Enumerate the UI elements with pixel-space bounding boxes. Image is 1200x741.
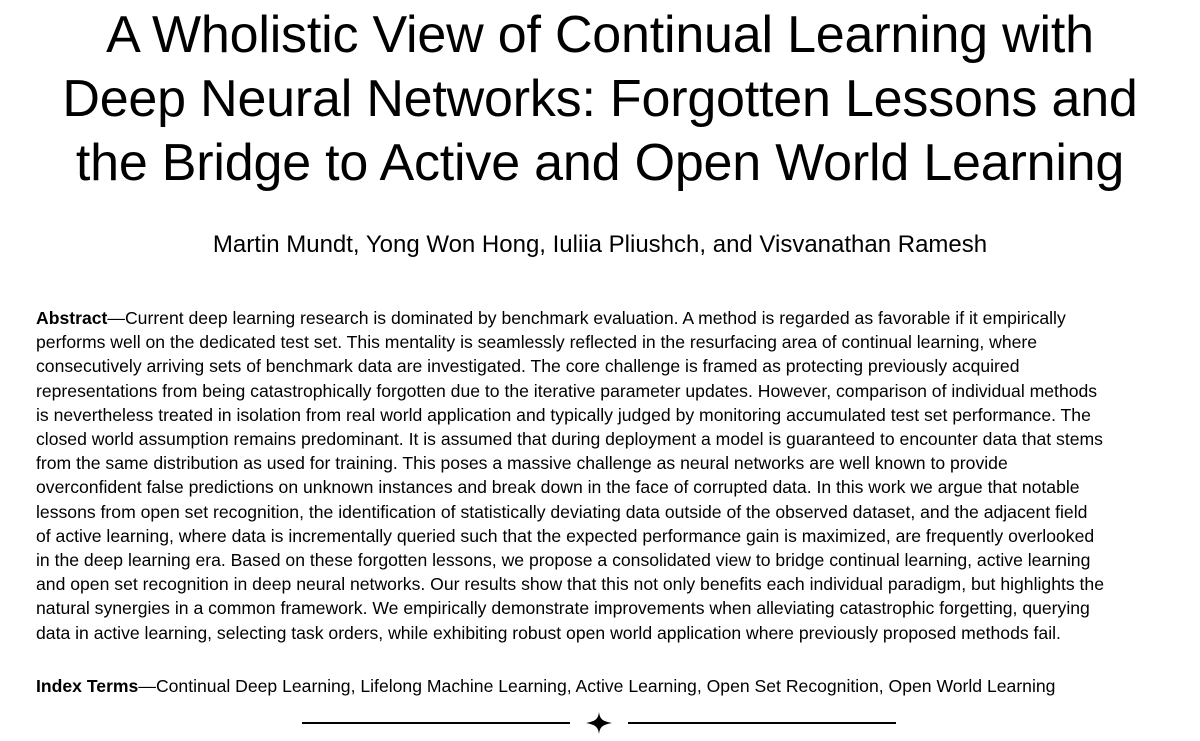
abstract-first-line — [36, 306, 1176, 330]
index-terms — [36, 674, 1176, 698]
title-line: Deep Neural Networks: Forgotten Lessons and — [62, 70, 1138, 128]
abstract-line: from the same distribution as used for training. This poses a massive challenge as neural networks are well known to provide — [36, 453, 1008, 474]
abstract — [36, 306, 1176, 645]
index-terms-text: Continual Deep Learning, Lifelong Machine Learning, Active Learning, Open Set Recognition, Open World Learning — [155, 676, 1056, 696]
section-divider — [302, 708, 896, 738]
abstract-line: Current deep learning research is dominated by benchmark evaluation. A method is regarded as favorable if it empirically — [124, 308, 1066, 328]
abstract-line: closed world assumption remains predominant. It is assumed that during deployment a model is guaranteed to encounter data that stems — [36, 429, 1103, 450]
divider-rule-left — [302, 722, 570, 724]
abstract-line: data in active learning, selecting task orders, while exhibiting robust open world application where previously proposed methods fail. — [36, 622, 1061, 643]
abstract-line: natural synergies in a common framework. We empirically demonstrate improvements when alleviating catastrophic forgetting, querying — [36, 598, 1090, 619]
abstract-dash: — — [107, 308, 125, 328]
abstract-line: overconfident false predictions on unknown instances and break down in the face of corrupted data. In this work we argue that notable — [36, 477, 1080, 498]
abstract-line: lessons from open set recognition, the identification of statistically deviating data outside of the observed dataset, and the adjacent field — [36, 501, 1088, 522]
index-terms-dash: — — [138, 676, 156, 696]
divider-rule-right — [628, 722, 896, 724]
abstract-label: Abstract — [36, 308, 108, 328]
index-terms-label: Index Terms — [36, 676, 139, 696]
four-point-star-icon — [585, 711, 613, 735]
title-line: the Bridge to Active and Open World Learning — [75, 134, 1125, 192]
author-list: Martin Mundt, Yong Won Hong, Iuliia Pliushch, and Visvanathan Ramesh — [212, 231, 988, 258]
abstract-line: representations from being catastrophically forgotten due to the iterative parameter updates. However, comparison of individual methods — [36, 380, 1098, 401]
abstract-line: is nevertheless treated in isolation from real world application and typically judged by monitoring accumulated test set performance. The — [36, 404, 1091, 425]
abstract-line: and open set recognition in deep neural networks. Our results show that this not only benefits each individual paradigm, but highlights the — [36, 574, 1105, 595]
title-line: A Wholistic View of Continual Learning with — [106, 6, 1094, 64]
abstract-line: of active learning, where data is incrementally queried such that the expected performance gain is maximized, are frequently overlooked — [36, 525, 1095, 546]
abstract-line: in the deep learning era. Based on these forgotten lessons, we propose a consolidated view to bridge continual learning, active learning — [36, 550, 1091, 571]
paper-title — [0, 3, 1200, 195]
abstract-line: consecutively arriving sets of benchmark data are investigated. The core challenge is framed as protecting previously acquired — [36, 356, 1020, 377]
abstract-line: performs well on the dedicated test set. This mentality is seamlessly reflected in the resurfacing area of continual learning, where — [36, 332, 1038, 353]
